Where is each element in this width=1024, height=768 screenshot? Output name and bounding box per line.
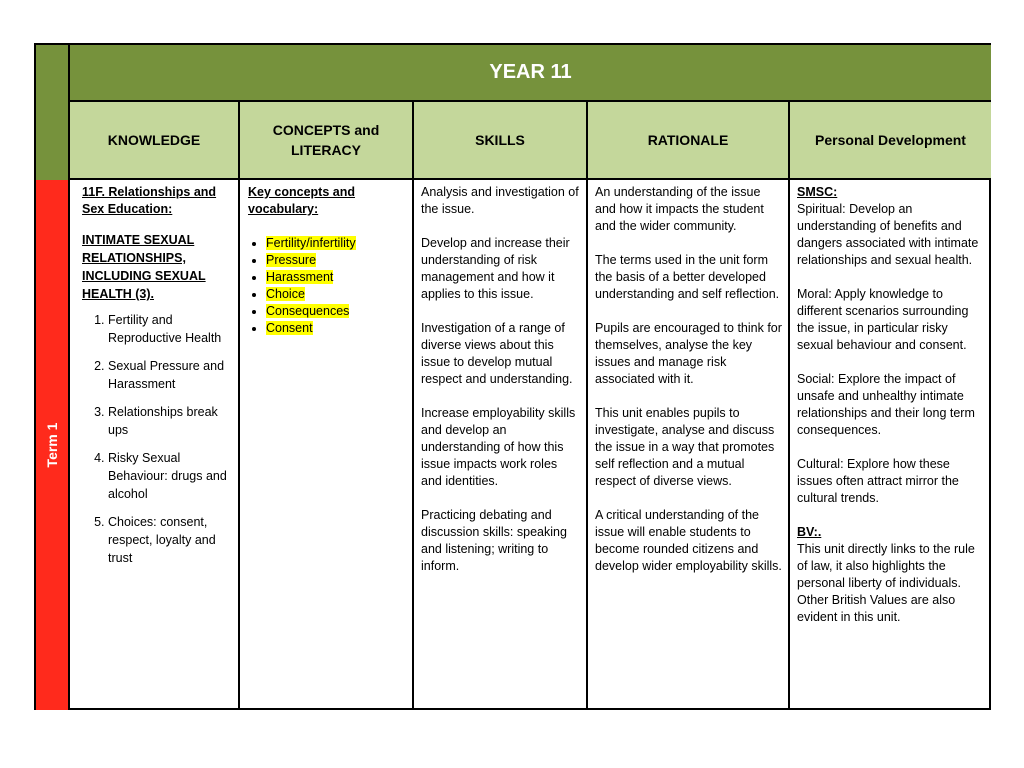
smsc-paragraph: Social: Explore the impact of unsafe and unhealthy intimate relationships and their long term consequences. xyxy=(797,372,975,437)
list-item: 1. Fertility and Reproductive Health xyxy=(108,311,232,347)
list-item xyxy=(266,303,406,320)
vocabulary-list xyxy=(248,235,406,337)
list-item xyxy=(266,252,406,269)
knowledge-list xyxy=(82,311,232,567)
smsc-heading: SMSC: xyxy=(797,185,838,199)
column-header-concepts: CONCEPTS and LITERACY xyxy=(240,102,414,180)
list-item: 2. Sexual Pressure and Harassment xyxy=(108,357,232,393)
rationale-paragraph: The terms used in the unit form the basis of a better developed understanding and self reflection. xyxy=(595,253,780,301)
skills-paragraph: Practicing debating and discussion skills: speaking and listening; writing to inform. xyxy=(421,508,567,573)
rationale-paragraph: An understanding of the issue and how it impacts the student and the wider community. xyxy=(595,185,764,233)
list-item: 3. Relationships break ups xyxy=(108,403,232,439)
list-item xyxy=(266,286,406,303)
skills-paragraph: Analysis and investigation of the issue. xyxy=(421,185,579,216)
concepts-heading: Key concepts and vocabulary: xyxy=(248,185,355,216)
knowledge-cell xyxy=(70,180,240,710)
vocab-term: Pressure xyxy=(266,253,317,267)
term-label: Term 1 xyxy=(44,422,60,468)
smsc-paragraph: Cultural: Explore how these issues often attract mirror the cultural trends. xyxy=(797,457,959,505)
column-header-skills: SKILLS xyxy=(414,102,588,180)
list-item: 5. Choices: consent, respect, loyalty and trust xyxy=(108,513,232,567)
column-header-personal-development: Personal Development xyxy=(790,102,991,180)
term-label-cell xyxy=(36,180,70,710)
skills-cell xyxy=(414,180,588,710)
personal-development-cell xyxy=(790,180,991,710)
curriculum-table xyxy=(34,43,991,710)
vocab-term: Choice xyxy=(266,287,305,301)
rationale-paragraph: A critical understanding of the issue will enable students to become rounded citizens and develop wider employability skills. xyxy=(595,508,782,573)
rationale-paragraph: This unit enables pupils to investigate, analyse and discuss the issue in a way that promotes self reflection and a mutual respect of diverse views. xyxy=(595,406,775,488)
list-item: 4. Risky Sexual Behaviour: drugs and alcohol xyxy=(108,449,232,503)
skills-paragraph: Investigation of a range of diverse views about this issue to develop mutual respect and understanding. xyxy=(421,321,573,386)
vocab-term: Fertility/infertility xyxy=(266,236,356,250)
skills-paragraph: Increase employability skills and develop an understanding of how this issue impacts work roles and identities. xyxy=(421,406,576,488)
header-corner xyxy=(36,45,70,180)
column-header-rationale: RATIONALE xyxy=(588,102,790,180)
vocab-term: Harassment xyxy=(266,270,334,284)
smsc-paragraph: Spiritual: Develop an understanding of benefits and dangers associated with intimate relationships and sexual health. xyxy=(797,202,979,267)
list-item xyxy=(266,269,406,286)
vocab-term: Consequences xyxy=(266,304,350,318)
vocab-term: Consent xyxy=(266,321,313,335)
unit-subtitle: INTIMATE SEXUAL RELATIONSHIPS, INCLUDING SEXUAL HEALTH (3). xyxy=(82,233,206,301)
unit-title: 11F. Relationships and Sex Education: xyxy=(82,185,217,216)
year-title: YEAR 11 xyxy=(70,45,991,102)
concepts-cell xyxy=(240,180,414,710)
list-item xyxy=(266,235,406,252)
skills-paragraph: Develop and increase their understanding of risk management and how it applies to this issue. xyxy=(421,236,570,301)
bv-heading: BV:. xyxy=(797,525,822,539)
rationale-cell xyxy=(588,180,790,710)
bv-paragraph: This unit directly links to the rule of law, it also highlights the personal liberty of individuals. Other British Values are also evident in this unit. xyxy=(797,542,975,624)
rationale-paragraph: Pupils are encouraged to think for themselves, analyse the key issues and manage risk associated with it. xyxy=(595,321,782,386)
smsc-paragraph: Moral: Apply knowledge to different scenarios surrounding the issue, in particular risky sexual behaviour and consent. xyxy=(797,287,969,352)
list-item xyxy=(266,320,406,337)
column-header-knowledge: KNOWLEDGE xyxy=(70,102,240,180)
